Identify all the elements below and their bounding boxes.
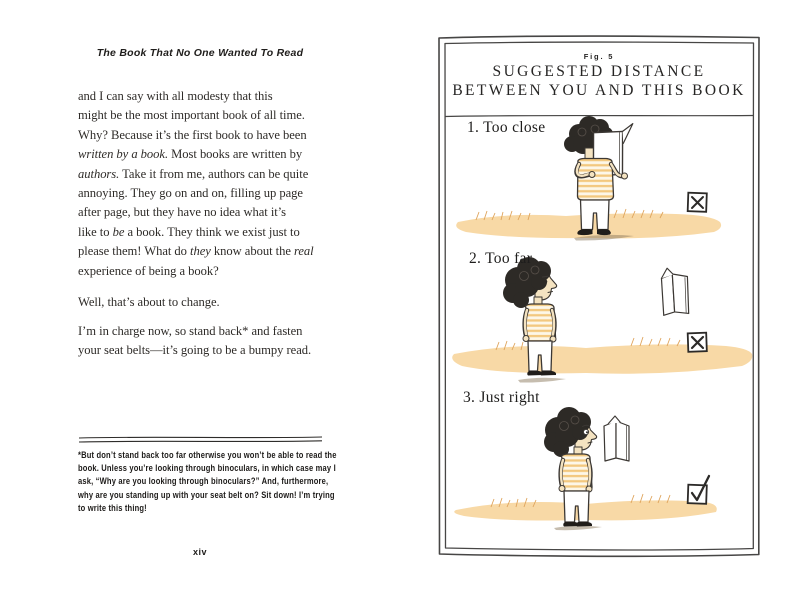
- paragraph-3: [78, 322, 311, 361]
- text-line: I’m in charge now, so stand back* and fasten: [78, 324, 303, 338]
- section-label-just-right: 3. Just right: [463, 389, 540, 406]
- figure-title-line-1: SUGGESTED DISTANCE: [492, 63, 706, 80]
- text-line: experience of being a book?: [78, 263, 219, 278]
- text-line: and I can say with all modesty that this: [78, 89, 273, 103]
- text-line: might be the most important book of all time.: [78, 108, 305, 123]
- text-line: please them! What do they know about the real: [78, 244, 314, 259]
- footnote: [78, 449, 337, 515]
- paragraph-2: [78, 293, 220, 312]
- section-label-too-far: 2. Too far: [469, 250, 533, 267]
- footnote-line: why are you standing up with your seat belt on? Sit down! I’m trying: [78, 489, 335, 500]
- x-checkbox-icon: [688, 333, 707, 352]
- check-checkbox-icon: [688, 476, 709, 504]
- page-number: xiv: [192, 547, 207, 557]
- shoe: [576, 522, 592, 527]
- book-just-right: [604, 416, 629, 461]
- section-label-too-close: 1. Too close: [467, 119, 546, 136]
- text-line: annoying. They go on and on, filling up page: [78, 185, 303, 200]
- striped-shirt: [578, 159, 614, 201]
- figure-title-line-2: BETWEEN YOU AND THIS BOOK: [452, 82, 746, 99]
- footnote-line: ask, “Why are you looking through binoculars?” And, furthermore,: [78, 476, 329, 487]
- figure-number-label: Fig. 5: [583, 52, 615, 61]
- footnote-divider: [78, 435, 324, 445]
- text-line: Why? Because it’s the first book to have been: [78, 127, 307, 142]
- shoe: [540, 371, 556, 376]
- text-line: after page, but they have no idea what it’s: [78, 205, 287, 220]
- footnote-line: to write this thing!: [78, 502, 147, 513]
- book-far-away: [661, 267, 689, 315]
- figure-panel: [436, 32, 762, 560]
- footnote-line: *But don’t stand back too far otherwise you won’t be able to read the: [78, 450, 337, 460]
- text-line: your seat belts—it’s going to be a bumpy read.: [78, 343, 312, 358]
- paragraph-1: [78, 87, 314, 281]
- text-line: like to be a book. They think we exist just to: [78, 224, 300, 239]
- footnote-line: book. Unless you’re looking through binoculars, in which case may I: [78, 463, 336, 474]
- running-head: The Book That No One Wanted To Read: [96, 47, 304, 59]
- shoe: [597, 229, 611, 235]
- text-line: Well, that’s about to change.: [78, 295, 220, 309]
- x-checkbox-icon: [688, 193, 707, 212]
- text-line: written by a book. Most books are written by: [78, 147, 303, 162]
- text-line: authors. Take it from me, authors can be quite: [78, 166, 309, 181]
